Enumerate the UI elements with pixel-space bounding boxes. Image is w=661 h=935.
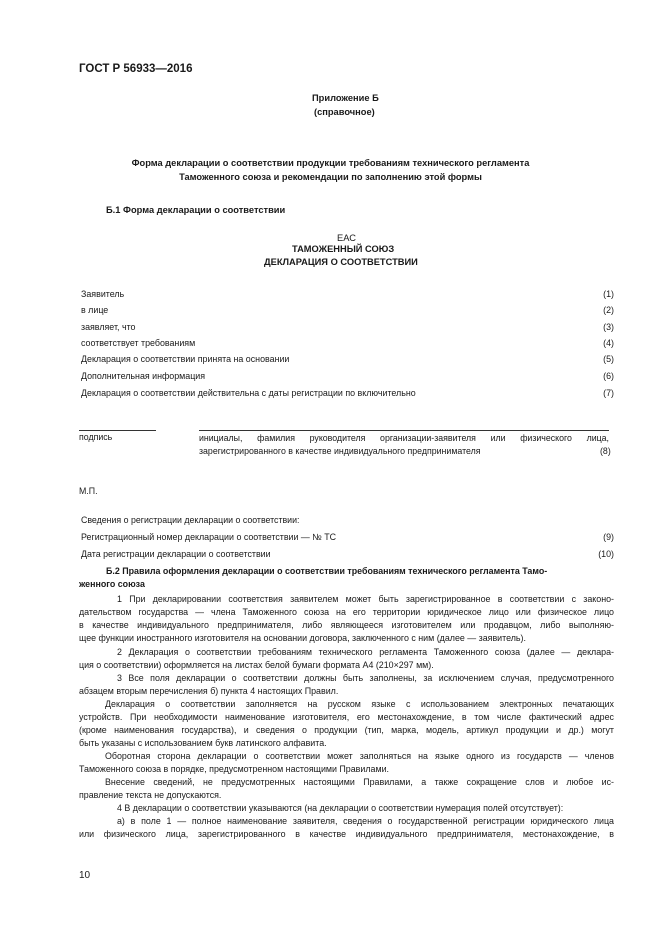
customs-union-label: ТАМОЖЕННЫЙ СОЮЗ: [292, 244, 395, 254]
field-label: Декларация о соответствии действительна с даты регистрации по включительно: [81, 388, 416, 398]
appendix-title: Приложение Б: [312, 93, 379, 103]
field-label: Дата регистрации декларации о соответствии: [81, 549, 271, 559]
paragraph-line: 2 Декларация о соответствии требованиям технического регламента Таможенного союза (далее — деклара-: [117, 647, 614, 657]
form-field: [81, 338, 614, 348]
form-field: [81, 371, 614, 381]
field-number: (2): [603, 305, 614, 315]
field-number: (3): [603, 322, 614, 332]
document-code: ГОСТ Р 56933—2016: [79, 63, 193, 75]
field-number: (9): [603, 532, 614, 542]
field-label: Регистрационный номер декларации о соответствии — № ТС: [81, 532, 337, 542]
field-label: в лице: [81, 305, 109, 315]
initials-line: [199, 430, 609, 431]
paragraph-line: Оборотная сторона декларации о соответствии может заполняться на языке одного из государств — членов: [105, 751, 614, 761]
form-field: [81, 322, 614, 332]
signature-line: [79, 430, 156, 431]
form-field: [81, 305, 614, 315]
form-field: [81, 388, 614, 398]
form-field: [81, 289, 614, 299]
paragraph-line: 3 Все поля декларации о соответствии должны быть заполнены, за исключением случая, предусмотренного: [117, 673, 614, 683]
paragraph-line: ция о соответствии) оформляется на листах белой бумаги формата А4 (210×297 мм).: [79, 660, 434, 670]
field-label: заявляет, что: [81, 322, 136, 332]
paragraph-line: (кроме наименования государства), и сведения о продукции (тип, марка, модель, артикул продукции и др.) могут: [79, 725, 614, 735]
paragraph-line: Декларация о соответствии заполняется на русском языке с использованием электронных печатающих: [105, 699, 614, 709]
field-label: соответствует требованиям: [81, 338, 196, 348]
registration-heading: Сведения о регистрации декларации о соответствии:: [81, 515, 300, 525]
field-number: (6): [603, 371, 614, 381]
eac-mark: ЕАС: [337, 233, 356, 243]
paragraph-line: абзацем вторым перечисления б) пункта 4 настоящих Правил.: [79, 686, 339, 696]
paragraph-line: дательством государства — члена Таможенного союза на его территории юридическое лицо или физическое лицо: [79, 607, 614, 617]
paragraph-line: правление текста не допускаются.: [79, 790, 222, 800]
page-number: 10: [79, 870, 91, 881]
field-number: (1): [603, 289, 614, 299]
main-title-line1: Форма декларации о соответствии продукции требованиям технического регламента: [131, 158, 530, 168]
field-number: (7): [603, 388, 614, 398]
registration-field: [81, 549, 614, 559]
paragraph-line: устройств. При необходимости наименование изготовителя, его местонахождение, в том числе фактический адрес: [79, 712, 614, 722]
field-number: (10): [598, 549, 614, 559]
field-label: Дополнительная информация: [81, 371, 206, 381]
section-b2-heading-line2: женного союза: [79, 579, 145, 589]
field-label: Заявитель: [81, 289, 125, 299]
registration-field: [81, 532, 614, 542]
section-b2-heading-line1: Б.2 Правила оформления декларации о соответствии требованиям технического регламента Тамо-: [106, 566, 548, 576]
initials-caption-line1: инициалы, фамилия руководителя организации-заявителя или физического лица,: [199, 433, 609, 443]
paragraph-line: щее функции иностранного изготовителя на основании договора, заключенного с ним (далее — заявитель).: [79, 633, 526, 643]
paragraph-line: 4 В декларации о соответствии указываются (на декларации о соответствии нумерация полей отсутствует):: [117, 803, 564, 813]
signature-caption: подпись: [79, 432, 113, 442]
stamp-place-label: М.П.: [79, 486, 98, 496]
field-number: (5): [603, 354, 614, 364]
paragraph-line: а) в поле 1 — полное наименование заявителя, сведения о государственной регистрации юридического лица: [117, 816, 614, 826]
appendix-note: (справочное): [314, 107, 375, 117]
paragraph-line: или физического лица, зарегистрированного в качестве индивидуального предпринимателя, местонахождение, в: [79, 829, 614, 839]
paragraph-line: быть указаны с использованием букв латинского алфавита.: [79, 738, 327, 748]
paragraph-line: в качестве индивидуального предпринимателя, либо являющееся изготовителем или продавцом, либо выполняю-: [79, 620, 614, 630]
section-b1-heading: Б.1 Форма декларации о соответствии: [106, 205, 286, 215]
field-label: Декларация о соответствии принята на основании: [81, 354, 290, 364]
initials-number: (8): [600, 446, 611, 456]
paragraph-line: Таможенного союза в порядке, предусмотренном настоящими Правилами.: [79, 764, 389, 774]
field-number: (4): [603, 338, 614, 348]
paragraph-line: Внесение сведений, не предусмотренных настоящими Правилами, а также сокращение слов и любое ис-: [105, 777, 614, 787]
form-field: [81, 354, 614, 364]
initials-caption-line2: зарегистрированного в качестве индивидуального предпринимателя: [199, 446, 481, 456]
main-title-line2: Таможенного союза и рекомендации по заполнению этой формы: [179, 172, 482, 182]
paragraph-line: 1 При декларировании соответствия заявителем может быть зарегистрированное в соответствии с законо-: [117, 594, 614, 604]
declaration-title: ДЕКЛАРАЦИЯ О СООТВЕТСТВИИ: [264, 257, 418, 267]
